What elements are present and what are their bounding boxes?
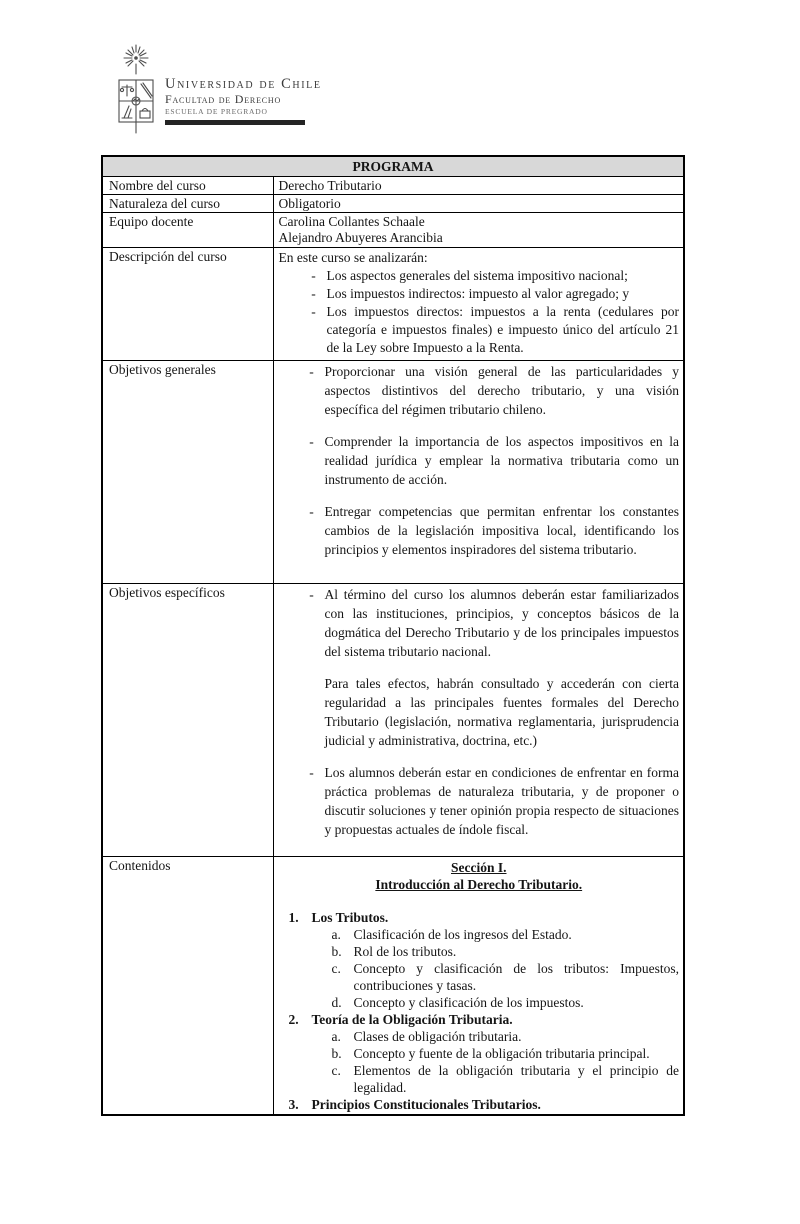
- dash-marker: -: [309, 504, 314, 519]
- description-bullet: [301, 267, 680, 285]
- course-name-row: [102, 177, 684, 195]
- dash-marker: -: [309, 587, 314, 602]
- specific-objective-bullet: [299, 585, 680, 661]
- outline-letter: a.: [331, 1029, 341, 1044]
- logo-divider-bar: [165, 120, 305, 125]
- table-title: PROGRAMA: [102, 156, 684, 177]
- outline-title: Teoría de la Obligación Tributaria.: [311, 1012, 513, 1027]
- teaching-team-row: [102, 213, 684, 248]
- bullet-text: Al término del curso los alumnos deberán estar familiarizados con las instituciones, principios, y conceptos básicos de la dogmática del Derecho Tributario y de los principales impuestos del sistema tributario nacional.: [324, 587, 679, 659]
- specific-objectives-label: Objetivos específicos: [102, 584, 273, 857]
- dash-marker: -: [309, 765, 314, 780]
- outline-number: 1.: [288, 910, 299, 925]
- general-objective-bullet: [299, 502, 680, 559]
- outline-subitem: [332, 1045, 680, 1062]
- specific-objectives-cell: [273, 584, 684, 857]
- outline-letter: d.: [331, 995, 342, 1010]
- table-title-row: [102, 156, 684, 177]
- university-logo: [112, 44, 322, 136]
- bullet-text: Proporcionar una visión general de las particularidades y aspectos distintivos del derecho tributario, y una visión específica del régimen tributario chileno.: [324, 364, 679, 417]
- outline-subtext: Concepto y clasificación de los tributos: Impuestos, contribuciones y tasas.: [353, 961, 679, 993]
- dash-marker: -: [311, 268, 316, 283]
- outline-title: Principios Constitucionales Tributarios.: [311, 1097, 541, 1112]
- program-table: [101, 155, 685, 1116]
- outline-number: 2.: [288, 1012, 299, 1027]
- general-objectives-label: Objetivos generales: [102, 361, 273, 584]
- specific-objectives-row: [102, 584, 684, 857]
- team-member: Carolina Collantes Schaale: [278, 214, 425, 229]
- university-crest-icon: [112, 44, 160, 136]
- outline-subtext: Clasificación de los ingresos del Estado.: [353, 927, 572, 942]
- outline-letter: b.: [331, 944, 342, 959]
- general-objective-bullet: [299, 432, 680, 489]
- outline-number: 3.: [288, 1097, 299, 1112]
- dash-marker: -: [309, 434, 314, 449]
- logo-text-block: [165, 44, 322, 136]
- outline-subtext: Clases de obligación tributaria.: [353, 1029, 522, 1044]
- bullet-text: Para tales efectos, habrán consultado y accederán con cierta regularidad a las principales fuentes formales del Derecho Tributario (legislación, normativa reglamentaria, jurisprudencia judicial y administrativa, doctrina, etc.): [324, 676, 679, 748]
- bullet-text: Comprender la importancia de los aspectos impositivos en la realidad jurídica y emplear la normativa tributaria como un instrumento de acción.: [324, 434, 679, 487]
- logo-faculty-name: Facultad de Derecho: [165, 92, 282, 106]
- section-title-line: Introducción al Derecho Tributario.: [375, 877, 583, 892]
- general-objectives-cell: [273, 361, 684, 584]
- dash-marker: -: [311, 304, 316, 319]
- outline-numbered-item: [289, 1011, 680, 1028]
- contents-label: Contenidos: [102, 857, 273, 1116]
- bullet-text: Los alumnos deberán estar en condiciones de enfrentar en forma práctica problemas de naturaleza tributaria, y de proponer o discutir soluciones y tener opinión propia respecto de situaciones y propuestas actuales de índole fiscal.: [324, 765, 679, 837]
- outline-subitem: [332, 960, 680, 994]
- course-name-label: Nombre del curso: [102, 177, 273, 195]
- outline-letter: b.: [331, 1046, 342, 1061]
- specific-objective-paragraph: [299, 674, 680, 750]
- description-row: [102, 248, 684, 361]
- outline-letter: c.: [331, 1063, 341, 1078]
- bullet-text: Los impuestos directos: impuestos a la renta (cedulares por categoría e impuestos finales) e impuesto único del artículo 21 de la Ley sobre Impuesto a la Renta.: [326, 304, 679, 355]
- contents-cell: [273, 857, 684, 1116]
- section-number-line: Sección I.: [451, 860, 507, 875]
- logo-university-name: Universidad de Chile: [165, 76, 322, 92]
- teaching-team-cell: [273, 213, 684, 248]
- general-objectives-row: [102, 361, 684, 584]
- course-nature-value: Obligatorio: [273, 195, 684, 213]
- description-intro: En este curso se analizarán:: [278, 250, 428, 265]
- dash-marker: -: [311, 286, 316, 301]
- outline-letter: c.: [331, 961, 341, 976]
- course-nature-row: [102, 195, 684, 213]
- logo-school-name: ESCUELA DE PREGRADO: [165, 107, 268, 116]
- outline-subtext: Concepto y fuente de la obligación tributaria principal.: [353, 1046, 650, 1061]
- outline-subtext: Concepto y clasificación de los impuestos.: [353, 995, 584, 1010]
- outline-subtext: Rol de los tributos.: [353, 944, 457, 959]
- contents-outline: [279, 909, 680, 1113]
- outline-subitem: [332, 926, 680, 943]
- contents-row: [102, 857, 684, 1116]
- description-bullet: [301, 303, 680, 357]
- description-label: Descripción del curso: [102, 248, 273, 361]
- bullet-text: Entregar competencias que permitan enfrentar los constantes cambios de la legislación impositiva local, identificando los principios y elementos inspiradores del sistema tributario.: [324, 504, 679, 557]
- outline-subitem: [332, 1062, 680, 1096]
- course-nature-label: Naturaleza del curso: [102, 195, 273, 213]
- bullet-text: Los impuestos indirectos: impuesto al valor agregado; y: [326, 286, 630, 301]
- outline-letter: a.: [331, 927, 341, 942]
- outline-subitem: [332, 1028, 680, 1045]
- outline-subtext: Elementos de la obligación tributaria y el principio de legalidad.: [353, 1063, 679, 1095]
- outline-numbered-item: [289, 1096, 680, 1113]
- dash-marker: -: [309, 364, 314, 379]
- dash-marker: [299, 674, 325, 750]
- outline-numbered-item: [289, 909, 680, 926]
- course-name-value: Derecho Tributario: [273, 177, 684, 195]
- team-member: Alejandro Abuyeres Arancibia: [278, 230, 443, 245]
- description-bullet: [301, 285, 680, 303]
- bullet-text: Los aspectos generales del sistema impositivo nacional;: [326, 268, 628, 283]
- general-objective-bullet: [299, 362, 680, 419]
- teaching-team-label: Equipo docente: [102, 213, 273, 248]
- specific-objective-bullet: [299, 763, 680, 839]
- outline-subitem: [332, 943, 680, 960]
- description-cell: [273, 248, 684, 361]
- outline-subitem: [332, 994, 680, 1011]
- description-bullets: [279, 267, 680, 357]
- contents-section-heading: [279, 859, 680, 893]
- outline-title: Los Tributos.: [311, 910, 389, 925]
